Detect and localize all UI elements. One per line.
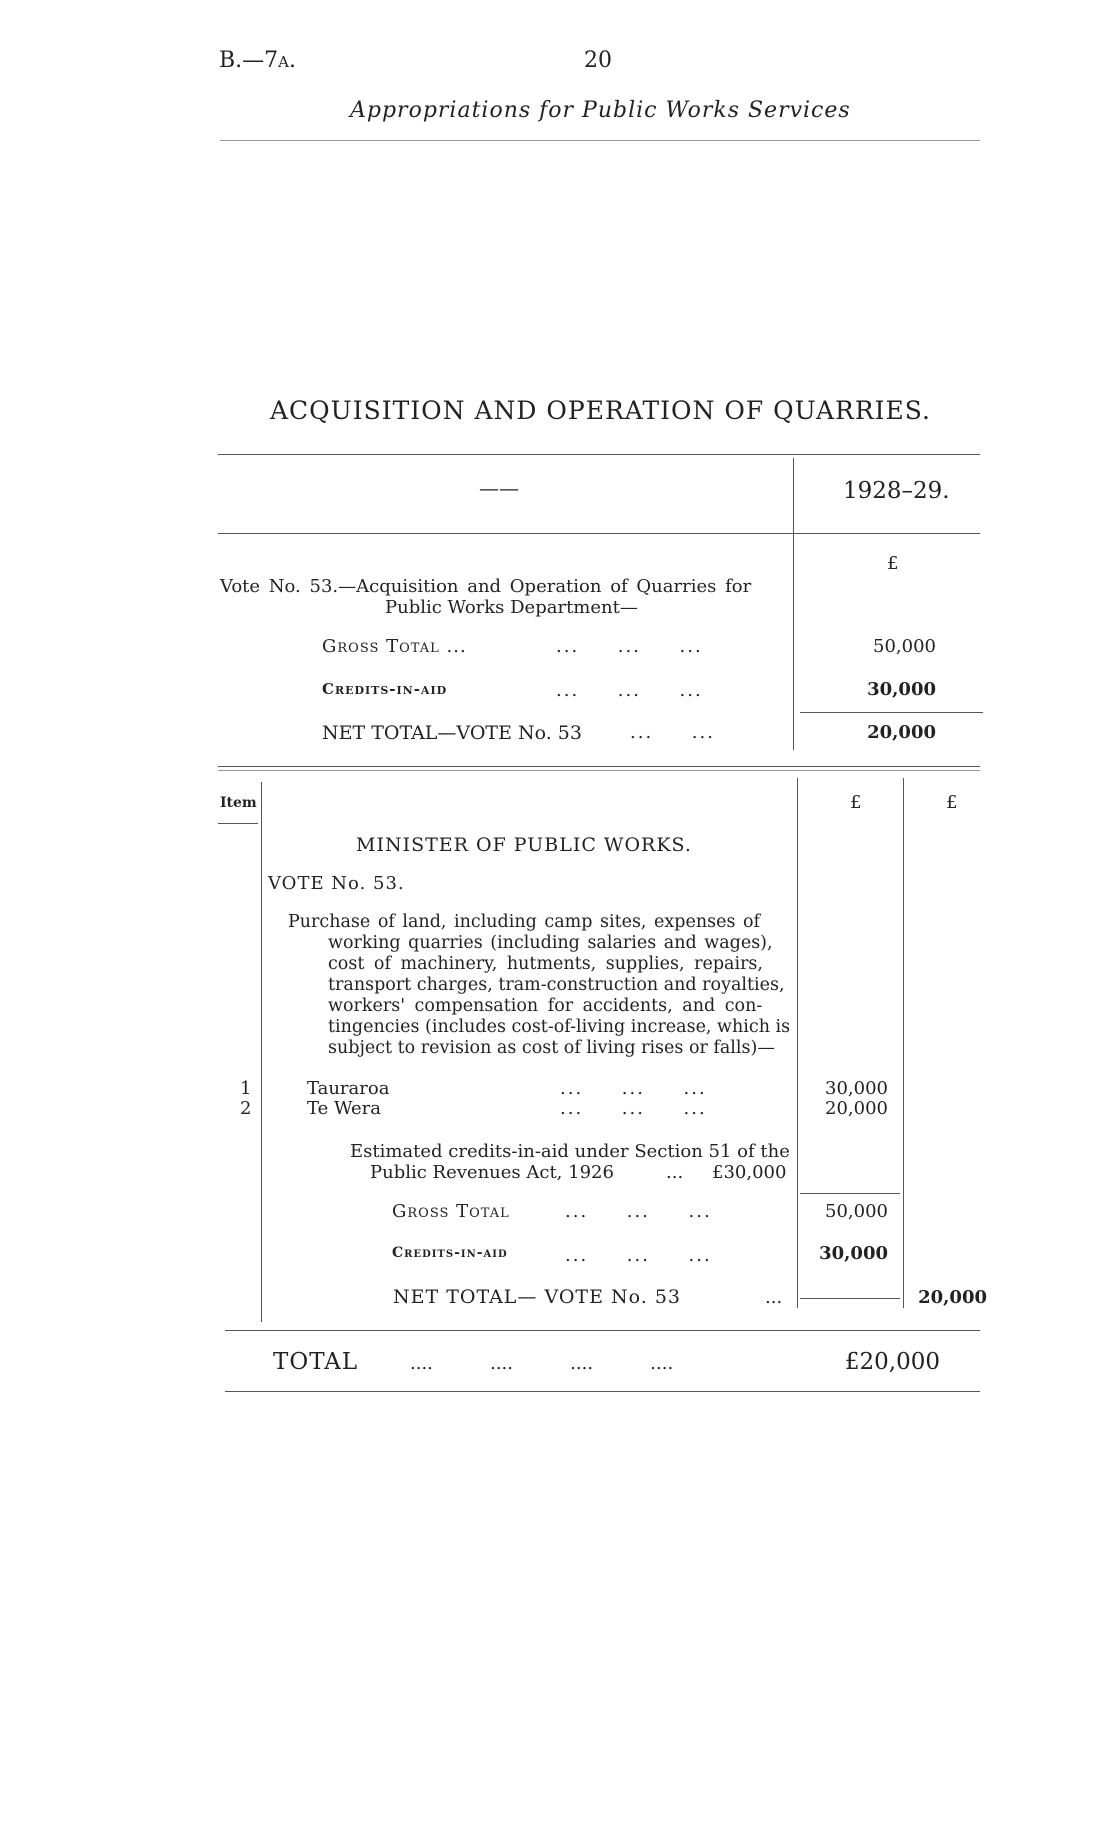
summary-credits-value: 30,000 [867, 679, 936, 700]
summary-credits-label: Credits-in-aid [322, 680, 448, 698]
item-name: Tauraroa [307, 1078, 390, 1099]
detail-col2-divider [903, 778, 904, 1308]
summary-credits-dots: ... ... ... [556, 680, 703, 701]
item-number: 2 [240, 1098, 252, 1119]
credits-note-line2: Public Revenues Act, 1926 [370, 1162, 614, 1183]
summary-gross-value: 50,000 [873, 636, 936, 657]
summary-net-dots: ... ... [630, 722, 715, 743]
detail-credits-value: 30,000 [819, 1243, 888, 1264]
detail-net-rule [800, 1298, 900, 1299]
summary-dash-header: —— [479, 476, 519, 500]
detail-item-header: Item [220, 795, 257, 811]
summary-gross-label: Gross Total ... [322, 636, 467, 657]
summary-currency: £ [887, 553, 899, 574]
vote-heading: VOTE No. 53. [268, 873, 405, 894]
detail-net-value: 20,000 [918, 1287, 987, 1308]
detail-currency-col2: £ [946, 792, 958, 813]
detail-gross-dots: ... ... ... [565, 1201, 712, 1222]
item-value: 30,000 [825, 1078, 888, 1099]
detail-credits-label: Credits-in-aid [392, 1245, 508, 1261]
document-reference-suffix: A [278, 53, 290, 71]
summary-net-label: NET TOTAL—VOTE No. 53 [322, 722, 582, 744]
purpose-line-5: workers' compensation for accidents, and con- [328, 996, 763, 1016]
detail-gross-label: Gross Total [392, 1201, 510, 1222]
credits-note-line1: Estimated credits-in-aid under Section 51 of the [350, 1141, 790, 1162]
purpose-line-1: Purchase of land, including camp sites, expenses of [288, 912, 761, 932]
document-reference: B.—7A. [219, 48, 297, 73]
summary-gross-dots: ... ... ... [556, 636, 703, 657]
detail-item-divider [261, 782, 262, 1322]
detail-gross-value: 50,000 [825, 1201, 888, 1222]
summary-vote-line2: Public Works Department— [385, 597, 638, 618]
summary-bottom-rule [218, 766, 980, 767]
grand-total-value: £20,000 [844, 1349, 940, 1375]
page-number: 20 [584, 48, 612, 73]
purpose-line-3: cost of machinery, hutments, supplies, repairs, [328, 954, 763, 974]
detail-item-header-rule [218, 823, 258, 824]
purpose-line-6: tingencies (includes cost-of-living increase, which is [328, 1017, 791, 1037]
summary-bottom-rule-2 [218, 770, 980, 771]
detail-currency-col1: £ [850, 792, 862, 813]
header-rule [220, 140, 980, 141]
summary-header-rule [218, 533, 980, 534]
page-title: ACQUISITION AND OPERATION OF QUARRIES. [270, 396, 931, 425]
minister-heading: MINISTER OF PUBLIC WORKS. [356, 834, 692, 856]
summary-subtotal-rule [800, 712, 983, 713]
summary-net-value: 20,000 [867, 722, 936, 743]
purpose-line-7: subject to revision as cost of living rises or falls)— [328, 1038, 775, 1058]
detail-subtotal-rule [800, 1193, 900, 1194]
summary-year-header: 1928–29. [843, 478, 950, 504]
detail-net-dots: ... [765, 1287, 783, 1308]
item-value: 20,000 [825, 1098, 888, 1119]
running-title: Appropriations for Public Works Services [350, 98, 851, 123]
purpose-line-4: transport charges, tram-construction and royalties, [328, 975, 785, 995]
summary-column-divider [793, 458, 794, 750]
purpose-line-2: working quarries (including salaries and wages), [328, 933, 773, 953]
item-dots: ... ... ... [560, 1078, 707, 1099]
item-number: 1 [240, 1078, 252, 1099]
detail-col1-divider [797, 778, 798, 1308]
detail-credits-dots: ... ... ... [565, 1245, 712, 1266]
grand-total-dots: .... .... .... .... [410, 1353, 674, 1374]
item-dots: ... ... ... [560, 1098, 707, 1119]
grand-total-label: TOTAL [273, 1349, 359, 1375]
credits-note-dots: ... [666, 1162, 684, 1183]
detail-net-label: NET TOTAL— VOTE No. 53 [393, 1286, 681, 1308]
summary-vote-line1: Vote No. 53.—Acquisition and Operation of Quarries for [220, 576, 752, 597]
summary-top-rule [218, 454, 980, 455]
detail-bottom-rule [225, 1330, 980, 1331]
item-name: Te Wera [307, 1098, 382, 1119]
credits-note-amount: £30,000 [712, 1162, 787, 1183]
grand-total-rule [225, 1391, 980, 1392]
